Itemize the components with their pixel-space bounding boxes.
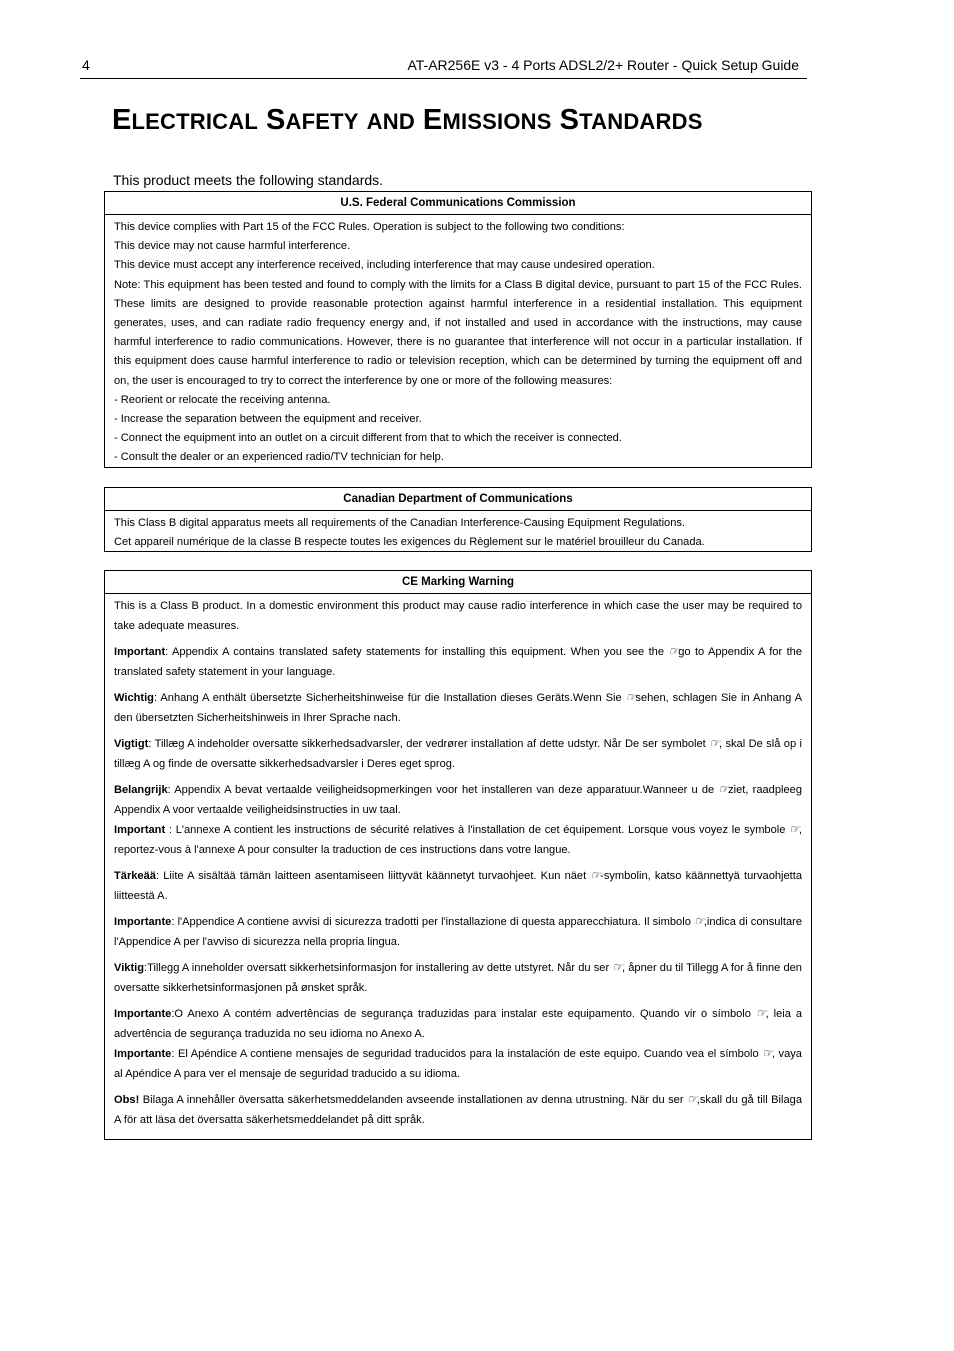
ce-language-notice (114, 642, 802, 682)
fcc-line: This device may not cause harmful interference. (114, 240, 351, 253)
ce-language-notice (114, 688, 802, 728)
ce-language-label: Important (114, 824, 166, 836)
pointing-hand-icon: ☞ (789, 822, 799, 836)
ce-language-notice (114, 1004, 802, 1044)
pointing-hand-icon: ☞ (625, 690, 636, 704)
ce-language-label: Obs! (114, 1094, 140, 1106)
pointing-hand-icon: ☞ (668, 644, 679, 658)
pointing-hand-icon: ☞ (709, 736, 719, 750)
canada-heading: Canadian Department of Communications (105, 488, 811, 511)
pointing-hand-icon: ☞ (612, 960, 623, 974)
intro-text: This product meets the following standards. (113, 172, 384, 188)
ce-text-after: , vaya al Apéndice A para ver el mensaje de seguridad traducido a su idioma. (114, 1048, 802, 1080)
ce-language-notice (114, 958, 802, 998)
fcc-line: - Connect the equipment into an outlet on a circuit different from that to which the receiver is connected. (114, 432, 622, 445)
ce-heading: CE Marking Warning (105, 571, 811, 594)
ce-text-after: ,skall du gå till Bilaga A för att läsa det översatta säkerhetsmeddelandet på ditt språk. (114, 1094, 802, 1126)
section-title: ELECTRICAL SAFETY AND EMISSIONS STANDARDS (112, 104, 703, 136)
ce-language-notice (114, 912, 802, 952)
canada-line: Cet appareil numérique de la classe B respecte toutes les exigences du Règlement sur le matériel brouilleur du Canada. (114, 536, 705, 549)
pointing-hand-icon: ☞ (694, 914, 704, 928)
page-number: 4 (82, 57, 90, 73)
fcc-line: - Increase the separation between the equipment and receiver. (114, 413, 422, 426)
ce-intro: This is a Class B product. In a domestic environment this product may cause radio interference in which case the user may be required to take adequate measures. (114, 600, 802, 632)
fcc-heading: U.S. Federal Communications Commission (105, 192, 811, 215)
pointing-hand-icon: ☞ (687, 1092, 697, 1106)
canada-body (105, 511, 811, 552)
pointing-hand-icon: ☞ (755, 1006, 766, 1020)
ce-language-label: Belangrijk (114, 784, 168, 796)
canada-box (104, 487, 812, 552)
ce-text-after: , åpner du til Tillegg A for å finne den oversatte sikkerhetsinformasjonen på ønsket språk. (114, 962, 802, 994)
ce-language-notice (114, 1090, 802, 1130)
fcc-line: This device must accept any interference received, including interference that may cause undesired operation. (114, 259, 655, 272)
ce-language-label: Important (114, 646, 166, 658)
document-title: AT-AR256E v3 - 4 Ports ADSL2/2+ Router - Quick Setup Guide (407, 57, 799, 73)
ce-text-after: , skal De slå op i tillæg A og finde de oversatte sikkerhedsadvarsler i Deres eget sprog. (114, 738, 802, 770)
ce-box (104, 570, 812, 1140)
ce-language-label: Importante (114, 916, 172, 928)
ce-language-notice (114, 1044, 802, 1084)
fcc-line: - Consult the dealer or an experienced radio/TV technician for help. (114, 451, 444, 464)
ce-language-notice (114, 734, 802, 774)
ce-text-after: , reportez-vous à l'annexe A pour consulter la traduction de ces instructions dans votre langue. (114, 824, 802, 856)
fcc-line: This device complies with Part 15 of the FCC Rules. Operation is subject to the following two conditions: (114, 221, 625, 233)
ce-language-label: Viktig (114, 962, 145, 974)
ce-text-after: ziet, raadpleeg Appendix A voor vertaalde veiligheidsinstructies in uw taal. (114, 784, 802, 816)
ce-text-before: : l'Appendice A contiene avvisi di sicurezza tradotti per l'installazione di questa apparecchiatura. Il simbolo (171, 916, 695, 928)
ce-text-before: : Appendix A contains translated safety statements for installing this equipment. When you see the (165, 646, 669, 658)
pointing-hand-icon: ☞ (718, 782, 729, 796)
ce-language-label: Wichtig (114, 692, 154, 704)
ce-text-after: sehen, schlagen Sie in Anhang A den übersetzten Sicherheitshinweis in Ihrer Sprache nach. (114, 692, 803, 724)
page-header (80, 54, 807, 79)
ce-language-notice (114, 820, 802, 860)
ce-text-after: -symbolin, katso käännettyä turvaohjetta liitteestä A. (114, 870, 803, 902)
ce-text-before: : L'annexe A contient les instructions de sécurité relatives à l'installation de cet équipement. Lorsque vous voyez le symbole (165, 824, 790, 836)
ce-text-before: :O Anexo A contém advertências de segurança traduzidas para instalar este equipamento. Quando vir o símbolo (171, 1008, 756, 1020)
ce-text-before: : Tillæg A indeholder oversatte sikkerhedsadvarsler, der vedrører installation af dette udstyr. Når De ser symbolet (148, 738, 710, 750)
ce-text-before: :Tillegg A inneholder oversatt sikkerhetsinformasjon for installering av dette utstyret. Når du ser (144, 962, 613, 974)
fcc-box (104, 191, 812, 468)
ce-language-label: Importante (114, 1008, 172, 1020)
ce-text-after: go to Appendix A for the translated safety statement in your language. (114, 646, 802, 678)
ce-language-notice (114, 780, 802, 820)
ce-text-before: : Anhang A enthält übersetzte Sicherheitshinweise für die Installation dieses Geräts.Wenn Sie (153, 692, 626, 704)
ce-text-before: : Appendix A bevat vertaalde veiligheidsopmerkingen voor het installeren van deze apparatuur.Wanneer u de (167, 784, 719, 796)
ce-language-label: Vigtigt (114, 738, 149, 750)
ce-language-label: Tärkeää (114, 870, 156, 882)
ce-text-before: : El Apéndice A contiene mensajes de seguridad traducidos para la instalación de este equipo. Cuando vea el símbolo (171, 1048, 763, 1060)
fcc-body (105, 215, 811, 468)
pointing-hand-icon: ☞ (762, 1046, 772, 1060)
ce-language-notice (114, 866, 802, 906)
ce-text-after: ,indica di consultare l'Appendice A per l'avviso di sicurezza nella propria lingua. (114, 916, 802, 948)
fcc-line: - Reorient or relocate the receiving antenna. (114, 393, 331, 406)
ce-text-before: Bilaga A innehåller översatta säkerhetsmeddelanden avseende installationen av denna utrustning. När du ser (139, 1094, 688, 1106)
ce-text-after: , leia a advertência de segurança traduzida no seu idioma no Anexo A. (114, 1008, 802, 1040)
canada-line: This Class B digital apparatus meets all requirements of the Canadian Interference-Causing Equipment Regulations. (114, 517, 686, 529)
ce-body (105, 594, 811, 1130)
ce-text-before: : Liite A sisältää tämän laitteen asentamiseen liittyvät käännetyt turvaohjeet. Kun näet (155, 870, 591, 882)
ce-language-label: Importante (114, 1048, 172, 1060)
pointing-hand-icon: ☞ (590, 868, 601, 882)
fcc-line: Note: This equipment has been tested and found to comply with the limits for a Class B digital device, pursuant to part 15 of the FCC Rules. These limits are designed to provide reasonable protection against harmful interference in a residential installation. This equipment generates, uses, and can radiate radio frequency energy and, if not installed and used in accordance with the instructions, may cause harmful interference to radio communications. However, there is no guarantee that interference will not occur in a particular installation. If this equipment does cause harmful interference to radio or television reception, which can be determined by turning the equipment off and on, the user is encouraged to try to correct the interference by one or more of the following measures: (114, 278, 802, 387)
